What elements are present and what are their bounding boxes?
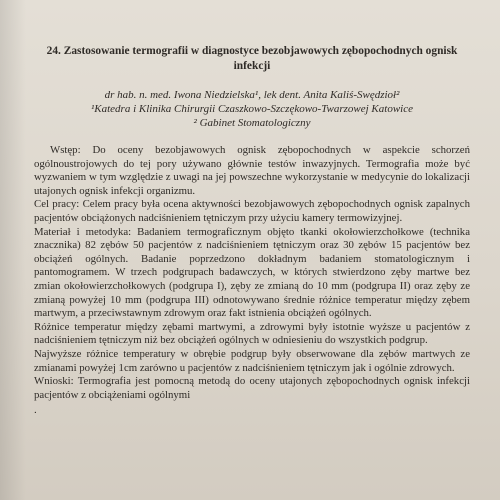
author-block [34,88,470,130]
paragraph-aim: Cel pracy: Celem pracy była ocena aktywności bezobjawowych zębopochodnych ognisk zapalnych pacjentów obciążonych nadciśnieniem tętniczym przy użyciu kamery termowizyjnej. [34,198,470,224]
trailing-mark: . [34,404,37,417]
paragraph-results-2: Najwyższe różnice temperatury w obrębie podgrup były obserwowane dla zębów martwych ze zmianami powyżej 1cm zarówno u pacjentów z nadciśnieniem tętniczym jak i ogólnie zdrowych. [34,347,470,374]
page-shadow [0,0,26,500]
paragraph-conclusions: Wnioski: Termografia jest pomocną metodą do oceny utajonych zębopochodnych ognisk infekcji pacjentów z obciążeniami ogólnymi [34,375,470,401]
abstract-title: 24. Zastosowanie termografii w diagnostyce bezobjawowych zębopochodnych ognisk infekcji [46,45,458,72]
abstract-content [34,44,470,416]
paragraph-methods: Materiał i metodyka: Badaniem termograficznym objęto tkanki okołowierzchołkowe (technika znacznika) 82 zębów 50 pacjentów z nadciśnieniem tętniczym oraz 30 zębów 15 pacjentów bez obciążeń ogólnych. Badanie poprzedzono dokładnym badaniem stomatologicznym i pantomogramem. W trzech podgrupach badawczych, w których stwierdzono zęby martwe bez zmian okołowierzchołkowych (podgrupa I), zęby ze zmianą do 10 mm (podgrupa II) oraz zęby ze zmianą powyżej 10 mm (podgrupa III) odnotowywano średnie różnice temperatur między zębem martwym, a przeciwstawnym zdrowym oraz fakt istnienia obciążeń ogólnych. [34,225,470,320]
authors-line: dr hab. n. med. Iwona Niedzielska¹, lek dent. Anita Kaliś-Swędzioł² [104,89,400,101]
paragraph-introduction: Wstęp: Do oceny bezobjawowych ognisk zębopochodnych w aspekcie schorzeń ogólnoustrojowych do tej pory używano głównie testów inwazyjnych. Termografia może być wyzwaniem w tym względzie z uwagi na jej powszechne wykorzystanie w medycynie do lokalizacji utajonych ognisk infekcji organizmu. [34,144,470,197]
affiliation-1: ¹Katedra i Klinika Chirurgii Czaszkowo-Szczękowo-Twarzowej Katowice [90,103,413,115]
paragraph-results-1: Różnice temperatur między zębami martwymi, a zdrowymi były istotnie wyższe u pacjentów z nadciśnieniem tętniczym niż bez obciążeń ogólnych w odniesieniu do wszystkich podgrup. [34,320,470,347]
affiliation-2: ² Gabinet Stomatologiczny [193,117,311,129]
